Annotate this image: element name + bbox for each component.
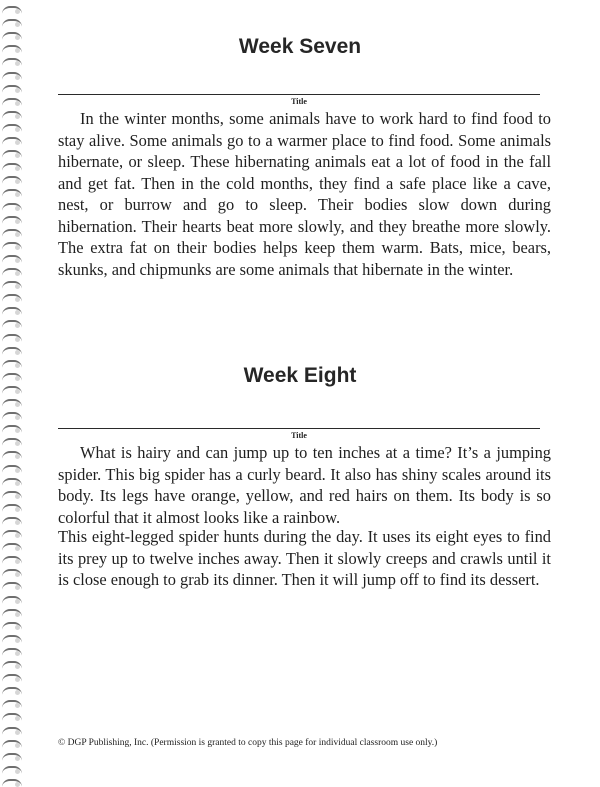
week-eight-paragraph-1: What is hairy and can jump up to ten inches at a time? It’s a jumping spider. This big spider has a curly beard. It also has shiny scales around its body. Its legs have orange, yellow, and red hairs on them. Its body is so colorful that it almost looks like a rainbow. xyxy=(58,443,551,527)
title-label-week-seven: Title xyxy=(291,97,307,106)
week-seven-paragraph: In the winter months, some animals have to work hard to find food to stay alive. Some animals go to a warmer place to find food. Some animals hibernate, or sleep. These hibernating animals eat a lot of food in the fall and get fat. Then in the cold months, they find a safe place like a cave, nest, or burrow and go to sleep. Their bodies slow down during hibernation. Their hearts beat more slowly, and they breathe more slowly. The extra fat on their bodies helps keep them warm. Bats, mice, bears, skunks, and chipmunks are some animals that hibernate in the winter. xyxy=(58,109,551,279)
title-label-week-eight: Title xyxy=(291,431,307,440)
title-line-week-seven xyxy=(58,94,540,95)
title-line-week-eight xyxy=(58,428,540,429)
week-eight-paragraph-2: This eight-legged spider hunts during the day. It uses its eight eyes to find its prey up to twelve inches away. Then it slowly creeps and crawls until it is close enough to grab its dinner. Then it will jump off to find its dessert. xyxy=(58,527,551,589)
week-eight-heading: Week Eight xyxy=(243,364,357,387)
week-seven-heading: Week Seven xyxy=(238,35,362,58)
copyright-footer: © DGP Publishing, Inc. (Permission is granted to copy this page for individual classroom use only.) xyxy=(58,738,438,748)
